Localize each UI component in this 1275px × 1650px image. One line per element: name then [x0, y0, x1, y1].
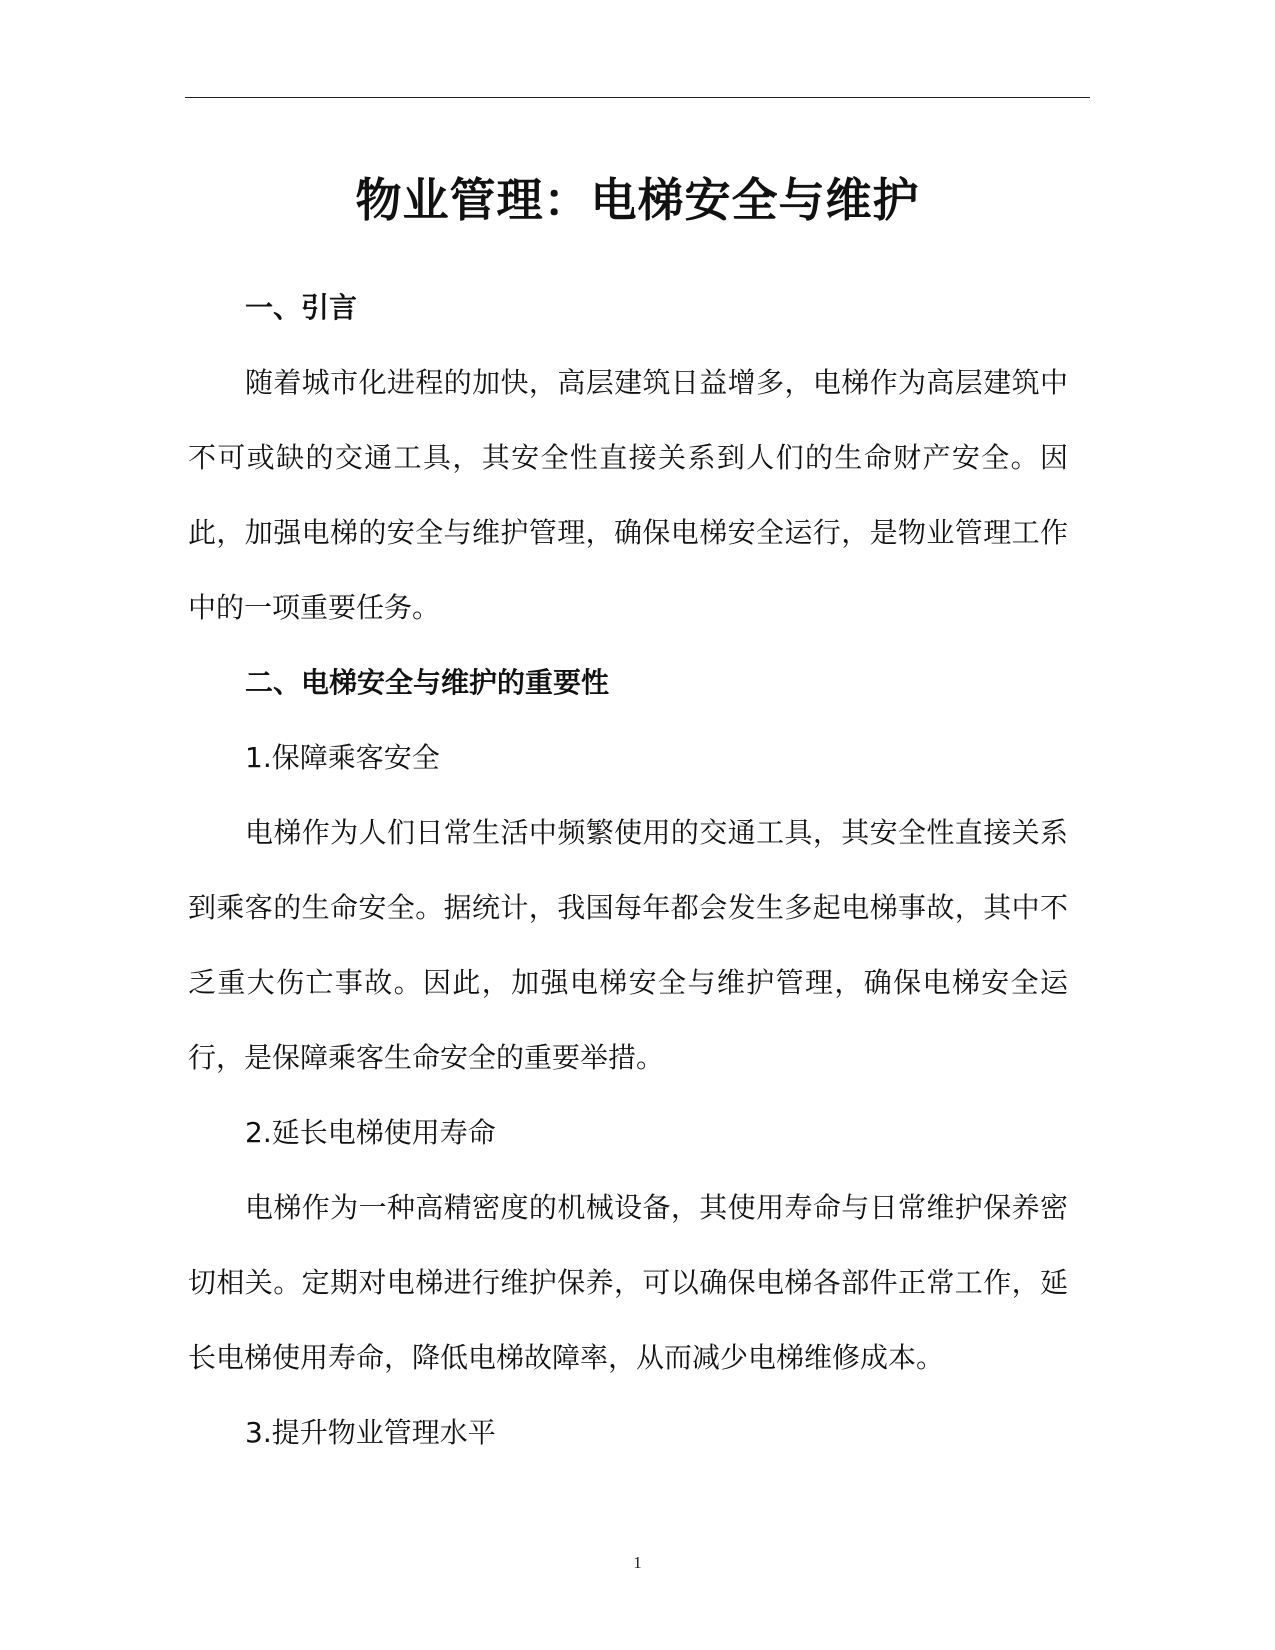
paragraph-intro: 随着城市化进程的加快，高层建筑日益增多，电梯作为高层建筑中不可或缺的交通工具，其安全性直接关系到人们的生命财产安全。因此，加强电梯的安全与维护管理，确保电梯安全运行，是物业管理工作中的一项重要任务。 [188, 366, 1068, 624]
section-heading-importance: 二、电梯安全与维护的重要性 [245, 666, 610, 699]
subheading-management-level: 3.提升物业管理水平 [245, 1416, 496, 1449]
document-title: 物业管理：电梯安全与维护 [355, 173, 920, 227]
header-rule [185, 97, 1090, 98]
page-number: 1 [633, 1553, 642, 1572]
subheading-extend-lifespan: 2.延长电梯使用寿命 [245, 1116, 496, 1149]
subheading-passenger-safety: 1.保障乘客安全 [245, 741, 440, 774]
section-heading-intro: 一、引言 [245, 291, 358, 324]
paragraph-extend-lifespan: 电梯作为一种高精密度的机械设备，其使用寿命与日常维护保养密切相关。定期对电梯进行维护保养，可以确保电梯各部件正常工作，延长电梯使用寿命，降低电梯故障率，从而减少电梯维修成本。 [188, 1191, 1068, 1374]
document-body [188, 270, 1068, 1470]
paragraph-passenger-safety: 电梯作为人们日常生活中频繁使用的交通工具，其安全性直接关系到乘客的生命安全。据统计，我国每年都会发生多起电梯事故，其中不乏重大伤亡事故。因此，加强电梯安全与维护管理，确保电梯安全运行，是保障乘客生命安全的重要举措。 [188, 816, 1068, 1074]
